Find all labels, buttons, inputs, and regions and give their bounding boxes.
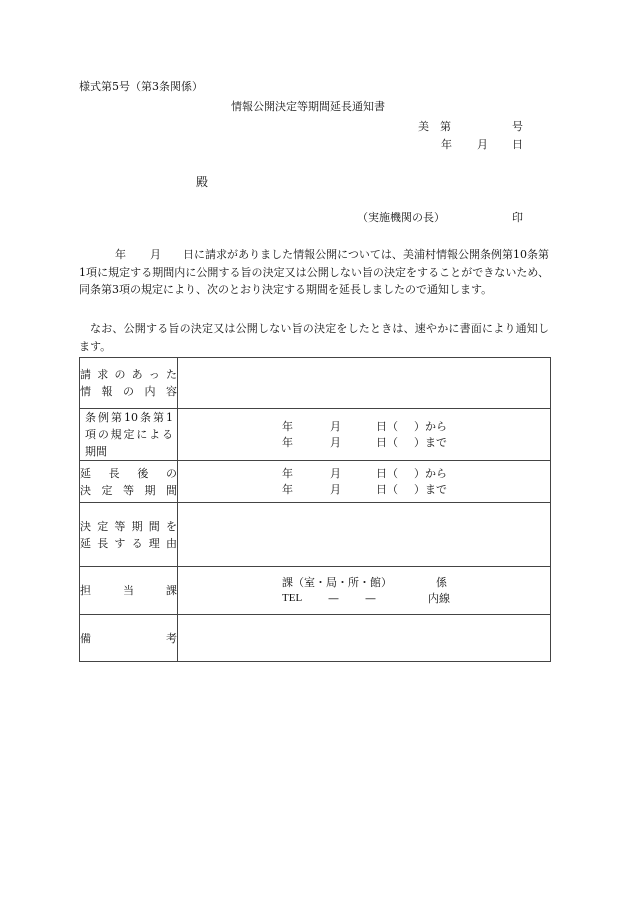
value-request-content [178, 358, 551, 409]
kakari-label: 係 [436, 575, 447, 589]
label-request-content: 請求のあった 情報の内容 [80, 358, 178, 409]
table-row-remarks [80, 615, 551, 662]
table-row-department [80, 567, 551, 615]
table-row-extension-reason [80, 503, 551, 567]
value-extended-period: 年 月 日（ ）から 年 月 日（ ）まで [178, 461, 551, 503]
date-day: 日 [512, 138, 523, 151]
naisen-label: 内線 [428, 591, 450, 605]
body-date-month: 月 [150, 248, 162, 261]
document-title: 情報公開決定等期間延長通知書 [231, 100, 385, 113]
body-paragraph-1-text: 日に請求がありました情報公開については、美浦村情報公開条例第10条第1項に規定する期間内に公開する旨の決定又は公開しない旨の決定をすることができないため、同条第3項の規定により、次のとおり決定する期間を延長しましたので通知します。 [79, 248, 550, 296]
tel-dash-1: — [328, 591, 339, 605]
value-remarks [178, 615, 551, 662]
dept-label: 課（室・局・所・館） [282, 575, 392, 589]
tel-label: TEL [282, 591, 303, 604]
label-extended-period: 延長後の 決定等期間 [80, 461, 178, 503]
body-paragraph-2: なお、公開する旨の決定又は公開しない旨の決定をしたときは、速やかに書面により通知します。 [79, 322, 549, 353]
table-row-extended-period [80, 461, 551, 503]
doc-number-prefix: 美 [418, 120, 429, 133]
label-remarks: 備考 [80, 615, 178, 662]
doc-number-go: 号 [512, 120, 523, 133]
body-paragraph-1 [79, 246, 549, 299]
addressee-suffix: 殿 [196, 175, 209, 189]
extension-table [79, 357, 551, 662]
tel-dash-2: — [365, 591, 376, 605]
table-row-original-period [80, 409, 551, 461]
date-month: 月 [477, 138, 488, 151]
body-date-year: 年 [115, 248, 127, 261]
form-number: 様式第5号（第3条関係） [79, 80, 203, 93]
label-department: 担当課 [80, 567, 178, 615]
doc-number-dai: 第 [440, 120, 451, 133]
seal: 印 [512, 211, 523, 224]
date-year: 年 [441, 138, 452, 151]
label-original-period: 条例第10条第1 項の規定による 期間 [80, 409, 178, 461]
value-extension-reason [178, 503, 551, 567]
sender: （実施機関の長） [357, 211, 445, 224]
label-extension-reason: 決定等期間を 延長する理由 [80, 503, 178, 567]
table-row-request-content [80, 358, 551, 409]
value-original-period: 年 月 日（ ）から 年 月 日（ ）まで [178, 409, 551, 461]
value-department [178, 567, 551, 615]
